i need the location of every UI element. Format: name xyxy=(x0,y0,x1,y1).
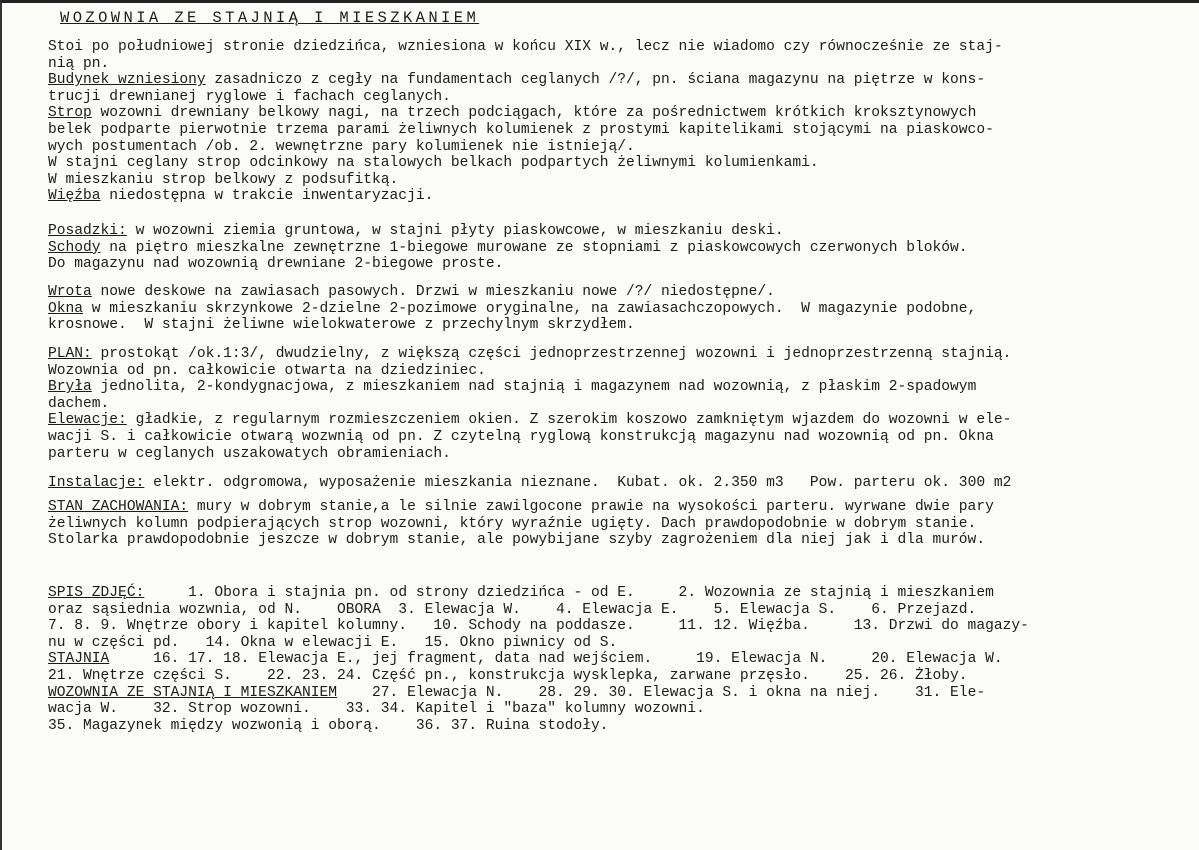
text-line xyxy=(48,56,1193,73)
text-line xyxy=(48,685,1193,702)
text-line xyxy=(48,475,1193,492)
line-text: 27. Elewacja N. 28. 29. 30. Elewacja S. i okna na niej. 31. Ele- xyxy=(337,684,986,701)
condition-section xyxy=(48,499,1193,549)
underlined-heading: PLAN: xyxy=(48,346,92,362)
line-text: na piętro mieszkalne zewnętrzne 1-biegowe murowane ze stopniami z piaskowcowych czerwonych bloków. xyxy=(100,239,968,256)
underlined-heading: Schody xyxy=(48,239,101,256)
line-text: Stoi po południowej stronie dziedzińca, wzniesiona w końcu XIX w., lecz nie wiadomo czy równocześnie ze staj- xyxy=(48,39,1003,55)
underlined-heading: Posadzki: xyxy=(48,223,127,239)
text-line xyxy=(48,532,1193,549)
text-line xyxy=(48,379,1193,396)
line-text: żeliwnych kolumn podpierających strop wozowni, który wyraźnie ugięty. Dach prawdopodobnie w dobrym stanie. xyxy=(48,515,977,532)
text-line xyxy=(48,635,1193,652)
plan-section xyxy=(48,346,1193,462)
line-text: nu w części pd. 14. Okna w elewacji E. 15. Okno piwnicy od S. xyxy=(48,634,618,651)
line-text: 35. Magazynek między wozwonią i oborą. 36. 37. Ruina stodoły. xyxy=(48,717,609,734)
underlined-heading: Bryła xyxy=(48,379,92,396)
underlined-heading: STAN ZACHOWANIA: xyxy=(48,499,189,515)
line-text: gładkie, z regularnym rozmieszczeniem okien. Z szerokim koszowo zamkniętym wjazdem do wozowni w ele- xyxy=(126,412,1012,429)
line-text: W mieszkaniu strop belkowy z podsufitką. xyxy=(48,171,399,188)
underlined-heading: Strop xyxy=(48,105,92,122)
text-line xyxy=(48,651,1193,668)
line-text: wych postumentach /ob. 2. wewnętrzne pary kolumienek nie istnieją/. xyxy=(48,138,635,155)
line-text: prostokąt /ok.1:3/, dwudzielny, z większą części jednoprzestrzennej wozowni i jednoprzestrzenną stajnią. xyxy=(91,346,1012,362)
text-line xyxy=(48,223,1193,240)
text-line xyxy=(48,499,1193,516)
underlined-heading: STAJNIA xyxy=(48,651,110,668)
intro-section xyxy=(48,39,1193,205)
line-text: Do magazynu nad wozownią drewniane 2-biegowe proste. xyxy=(48,256,504,273)
text-line xyxy=(48,585,1193,602)
photo-list-section xyxy=(48,585,1193,734)
text-line xyxy=(48,301,1193,318)
line-text: 21. Wnętrze części S. 22. 23. 24. Część pn., konstrukcja wysklepka, zarwane przęsło. 25. 26. Żłoby. xyxy=(48,667,968,684)
text-line xyxy=(48,363,1193,380)
installations-section xyxy=(48,475,1193,492)
floors-section xyxy=(48,223,1193,273)
underlined-heading: WOZOWNIA ZE STAJNIĄ I MIESZKANIEM xyxy=(48,684,338,701)
text-line xyxy=(48,188,1193,205)
underlined-heading: Budynek wzniesiony xyxy=(48,72,206,89)
line-text: jednolita, 2-kondygnacjowa, z mieszkaniem nad stajnią i magazynem nad wozownią, z płaskim 2-spadowym xyxy=(91,379,977,396)
text-line xyxy=(48,516,1193,533)
line-text: wozowni drewniany belkowy nagi, na trzech podciągach, które za pośrednictwem krótkich kroksztynowych xyxy=(91,105,977,122)
text-line xyxy=(48,701,1193,718)
line-text: oraz sąsiednia wozwnia, od N. OBORA 3. Elewacja W. 4. Elewacja E. 5. Elewacja S. 6. Przejazd. xyxy=(48,601,977,618)
line-text: niedostępna w trakcie inwentaryzacji. xyxy=(100,188,434,205)
underlined-heading: Instalacje: xyxy=(48,475,145,491)
line-text: Wozownia od pn. całkowicie otwarta na dziedziniec. xyxy=(48,362,486,379)
text-line xyxy=(48,396,1193,413)
page-title: WOZOWNIA ZE STAJNIĄ I MIESZKANIEM xyxy=(60,9,480,27)
line-text: mury w dobrym stanie,a le silnie zawilgocone prawie na wysokości parteru. wyrwane dwie pary xyxy=(188,499,994,515)
text-line xyxy=(48,89,1193,106)
underlined-heading: Wrota xyxy=(48,284,92,300)
line-text: W stajni ceglany strop odcinkowy na stalowych belkach podpartych żeliwnymi kolumienkami. xyxy=(48,155,819,172)
line-text: krosnowe. W stajni żeliwne wielokwaterowe z przechylnym skrzydłem. xyxy=(48,317,635,334)
text-line xyxy=(48,412,1193,429)
line-text: nią pn. xyxy=(48,55,110,72)
line-text: 16. 17. 18. Elewacja E., jej fragment, data nad wejściem. 19. Elewacja N. 20. Elewacja W. xyxy=(109,651,1003,668)
line-text: 7. 8. 9. Wnętrze obory i kapitel kolumny. 10. Schody na poddasze. 11. 12. Więźba. 13. Drzwi do magazy- xyxy=(48,618,1029,635)
line-text: 1. Obora i stajnia pn. od strony dziedzińca - od E. 2. Wozownia ze stajnią i mieszkaniem xyxy=(144,585,994,601)
underlined-heading: Więźba xyxy=(48,188,101,205)
line-text: trucji drewnianej ryglowe i fachach ceglanych. xyxy=(48,88,451,105)
line-text: elektr. odgromowa, wyposażenie mieszkania nieznane. Kubat. ok. 2.350 m3 Pow. parteru ok. 300 m2 xyxy=(144,475,1012,491)
text-line xyxy=(48,346,1193,363)
line-text: wacji S. i całkowicie otwarą wozwnią od pn. Z czytelną ryglową konstrukcją magazynu nad wozownią od pn. Okna xyxy=(48,428,994,445)
text-line xyxy=(48,256,1193,273)
text-line xyxy=(48,602,1193,619)
line-text: Stolarka prawdopodobnie jeszcze w dobrym stanie, ale powybijane szyby zagrożeniem dla niej jak i dla murów. xyxy=(48,532,986,549)
text-line xyxy=(48,139,1193,156)
line-text: parteru w ceglanych uszakowatych obramieniach. xyxy=(48,445,451,462)
text-line xyxy=(48,122,1193,139)
line-text: dachem. xyxy=(48,395,110,412)
text-line xyxy=(48,172,1193,189)
line-text: nowe deskowe na zawiasach pasowych. Drzwi w mieszkaniu nowe /?/ niedostępne/. xyxy=(91,284,775,300)
line-text: wacja W. 32. Strop wozowni. 33. 34. Kapitel i "baza" kolumny wozowni. xyxy=(48,701,705,718)
text-line xyxy=(48,284,1193,301)
text-line xyxy=(48,668,1193,685)
line-text: w wozowni ziemia gruntowa, w stajni płyty piaskowcowe, w mieszkaniu deski. xyxy=(126,223,784,239)
text-line xyxy=(48,155,1193,172)
line-text: belek podparte pierwotnie trzema parami żeliwnych kolumienek z prostymi kapitelikami stojącymi na piaskowco- xyxy=(48,121,994,138)
underlined-heading: Okna xyxy=(48,300,84,317)
line-text: w mieszkaniu skrzynkowe 2-dzielne 2-pozimowe oryginalne, na zawiasachczopowych. W magazynie podobne, xyxy=(83,300,977,317)
text-line xyxy=(48,105,1193,122)
openings-section xyxy=(48,284,1193,334)
text-line xyxy=(48,317,1193,334)
text-line xyxy=(48,429,1193,446)
text-line xyxy=(48,446,1193,463)
text-line xyxy=(48,718,1193,735)
text-line xyxy=(48,39,1193,56)
text-line xyxy=(48,240,1193,257)
text-line xyxy=(48,72,1193,89)
underlined-heading: Elewacje: xyxy=(48,412,127,429)
underlined-heading: SPIS ZDJĘĆ: xyxy=(48,585,145,601)
line-text: zasadniczo z cegły na fundamentach ceglanych /?/, pn. ściana magazynu na piętrze w kons- xyxy=(205,72,986,89)
text-line xyxy=(48,618,1193,635)
